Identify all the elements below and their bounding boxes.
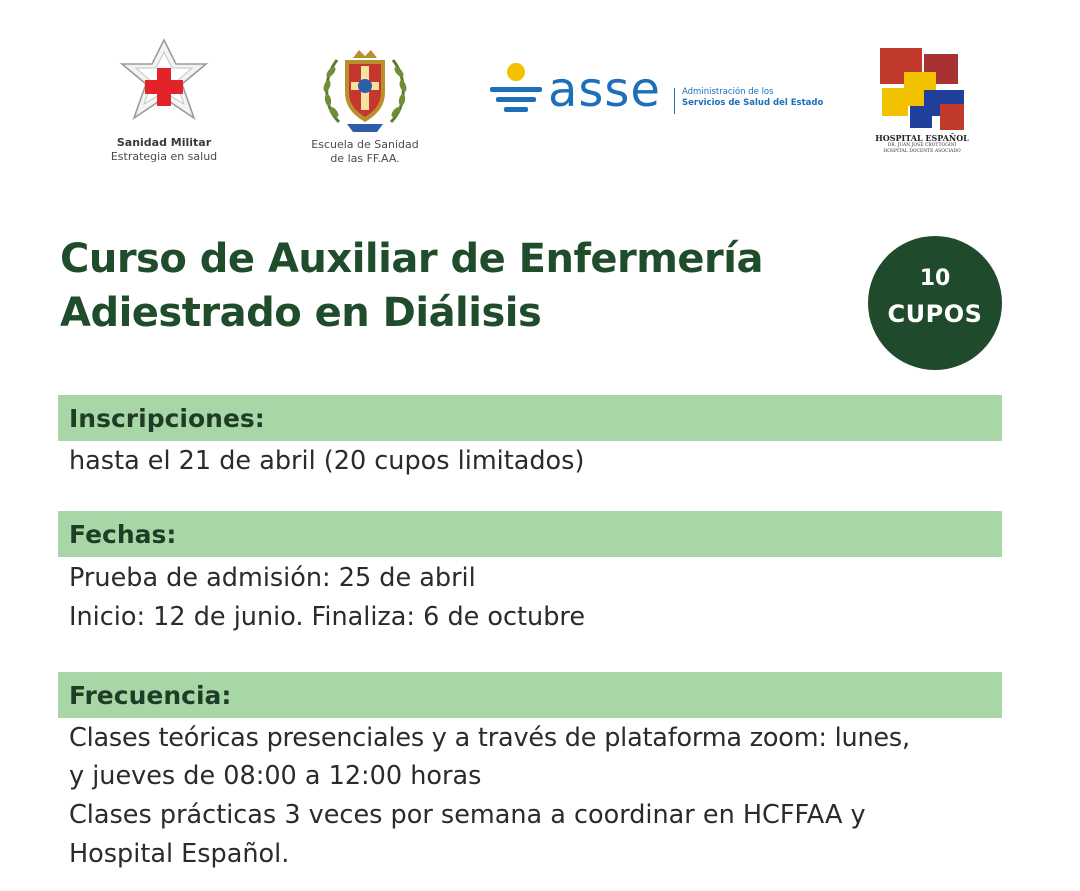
logo-escuela-sanidad (300, 48, 430, 166)
hospital-espanol-sub2: HOSPITAL DOCENTE ASOCIADO (883, 149, 961, 154)
asse-subtitle-line1: Administración de los (682, 87, 774, 97)
section-header-frecuencia-text: Frecuencia: (69, 681, 232, 710)
fechas-line-admision: Prueba de admisión: 25 de abril (69, 563, 476, 593)
sanidad-militar-tagline: Estrategia en salud (110, 150, 218, 163)
hospital-espanol-name: HOSPITAL ESPAÑOL (875, 133, 969, 143)
section-header-inscripciones-text: Inscripciones: (69, 404, 265, 433)
cupos-badge-number: 10 (919, 266, 951, 291)
hospital-squares-icon (874, 44, 970, 134)
asse-sun-icon (488, 60, 544, 120)
crest-icon (317, 48, 413, 134)
star-cross-icon (116, 38, 212, 130)
escuela-sanidad-line1: Escuela de Sanidad (311, 138, 419, 151)
course-title-line2: Adiestrado en Diálisis (60, 290, 542, 336)
asse-divider (674, 88, 675, 114)
cupos-badge (868, 236, 1002, 370)
section-header-fechas-text: Fechas: (69, 520, 177, 549)
asse-subtitle-line2: Servicios de Salud del Estado (682, 98, 824, 108)
asse-wordmark: asse (548, 62, 661, 118)
logo-asse (488, 60, 833, 124)
frecuencia-line: y jueves de 08:00 a 12:00 horas (69, 761, 482, 791)
section-header-frecuencia (58, 672, 1002, 718)
frecuencia-line: Clases prácticas 3 veces por semana a coordinar en HCFFAA y (69, 800, 866, 830)
asse-subtitle (682, 87, 823, 109)
fechas-line-inicio: Inicio: 12 de junio. Finaliza: 6 de octubre (69, 602, 586, 632)
frecuencia-line: Hospital Español. (69, 839, 290, 869)
section-header-fechas (58, 511, 1002, 557)
course-title-line1: Curso de Auxiliar de Enfermería (60, 236, 763, 282)
frecuencia-line: Clases teóricas presenciales y a través de plataforma zoom: lunes, (69, 723, 910, 753)
inscripciones-line: hasta el 21 de abril (20 cupos limitados) (69, 446, 585, 476)
hospital-espanol-sub1: DR. JUAN JOSÉ CROTTOGINI (887, 143, 957, 148)
logo-sanidad-militar (108, 38, 220, 164)
cupos-badge-label: CUPOS (887, 300, 983, 328)
sanidad-militar-name: Sanidad Militar (116, 136, 212, 149)
logo-hospital-espanol (870, 44, 974, 155)
section-header-inscripciones (58, 395, 1002, 441)
course-title (60, 232, 860, 340)
escuela-sanidad-line2: de las FF.AA. (330, 152, 400, 165)
